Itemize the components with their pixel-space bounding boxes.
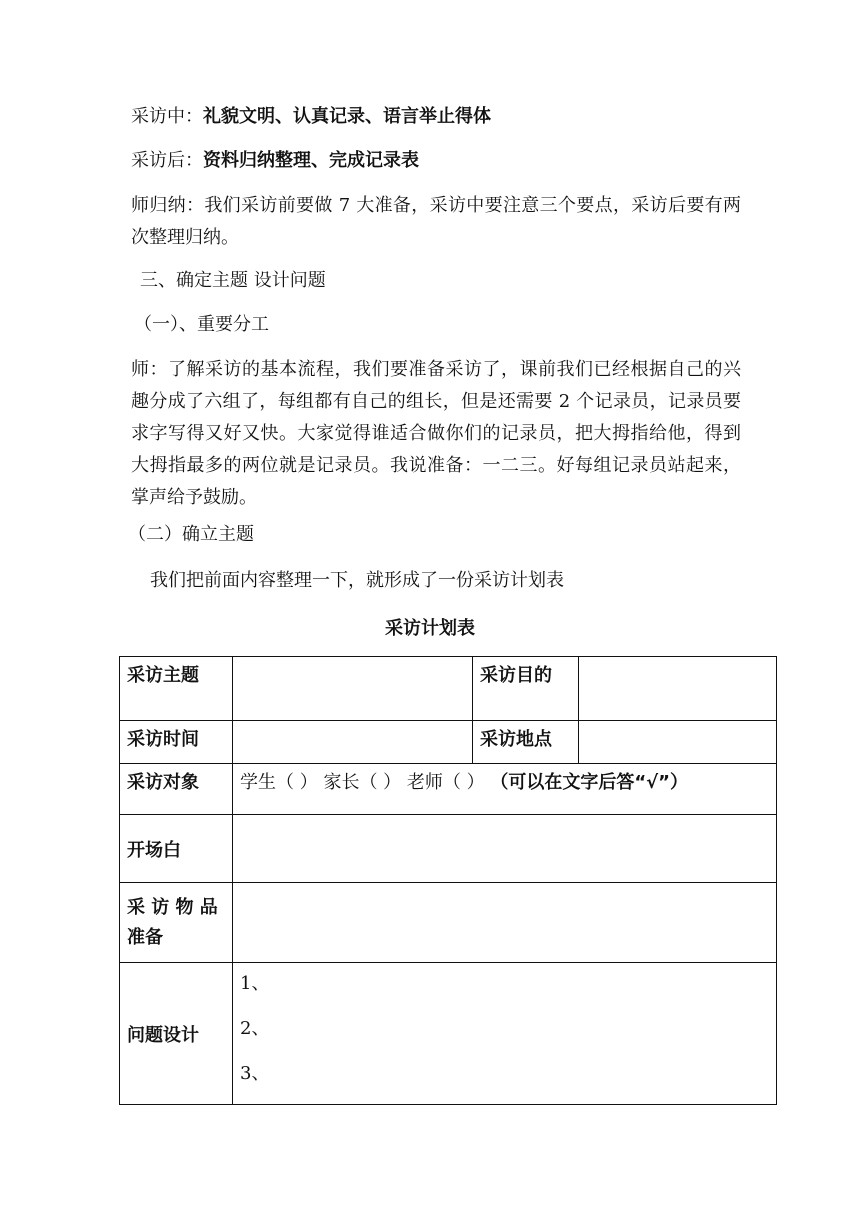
table-title: 采访计划表 bbox=[385, 618, 475, 639]
during-line bbox=[131, 106, 491, 128]
time-label: 采访时间 bbox=[120, 721, 233, 764]
target-note: （可以在文字后答“√”） bbox=[490, 772, 689, 793]
place-field[interactable] bbox=[579, 721, 777, 764]
question-item: 3、 bbox=[240, 1063, 270, 1084]
question-item: 1、 bbox=[240, 973, 270, 994]
section-heading: 三、确定主题 设计问题 bbox=[140, 270, 326, 291]
place-label: 采访地点 bbox=[473, 721, 579, 764]
subheading-theme: （二）确立主题 bbox=[128, 524, 254, 545]
target-field[interactable] bbox=[233, 764, 777, 815]
table-row bbox=[120, 721, 777, 764]
after-line bbox=[131, 150, 419, 172]
division-paragraph: 师：了解采访的基本流程，我们要准备采访了，课前我们已经根据自己的兴趣分成了六组了，每组都有自己的组长，但是还需要 2 个记录员，记录员要求字写得又好又快。大家觉得谁适合做你们的记录员，把大拇指给他，得到大拇指最多的两位就是记录员。我说准备：一二三。好每组记录员站起来，掌声给予鼓励。 bbox=[131, 359, 741, 508]
target-label: 采访对象 bbox=[120, 764, 233, 815]
table-row bbox=[120, 657, 777, 721]
theme-label: 采访主题 bbox=[120, 657, 233, 721]
questions-label: 问题设计 bbox=[120, 963, 233, 1105]
subheading-division: （一）、重要分工 bbox=[134, 314, 269, 335]
question-item: 2、 bbox=[240, 1018, 270, 1039]
table-row bbox=[120, 815, 777, 883]
opening-label: 开场白 bbox=[120, 815, 233, 883]
materials-field[interactable] bbox=[233, 883, 777, 963]
table-row bbox=[120, 963, 777, 1105]
materials-label: 采 访 物 品 准备 bbox=[120, 883, 233, 963]
questions-field[interactable] bbox=[233, 963, 777, 1105]
table-row bbox=[120, 883, 777, 963]
purpose-field[interactable] bbox=[579, 657, 777, 721]
purpose-label: 采访目的 bbox=[473, 657, 579, 721]
intro-line: 我们把前面内容整理一下，就形成了一份采访计划表 bbox=[150, 570, 564, 591]
opening-field[interactable] bbox=[233, 815, 777, 883]
during-text: 礼貌文明、认真记录、语言举止得体 bbox=[203, 106, 491, 127]
after-label: 采访后： bbox=[131, 150, 203, 171]
summary-paragraph: 师归纳：我们采访前要做 7 大准备，采访中要注意三个要点，采访后要有两次整理归纳。 bbox=[131, 195, 741, 248]
time-field[interactable] bbox=[233, 721, 473, 764]
during-label: 采访中： bbox=[131, 106, 203, 127]
interview-plan-table bbox=[119, 656, 777, 1105]
after-text: 资料归纳整理、完成记录表 bbox=[203, 150, 419, 171]
target-options: 学生（ ） 家长（ ） 老师（ ） bbox=[240, 772, 485, 793]
table-row bbox=[120, 764, 777, 815]
theme-field[interactable] bbox=[233, 657, 473, 721]
